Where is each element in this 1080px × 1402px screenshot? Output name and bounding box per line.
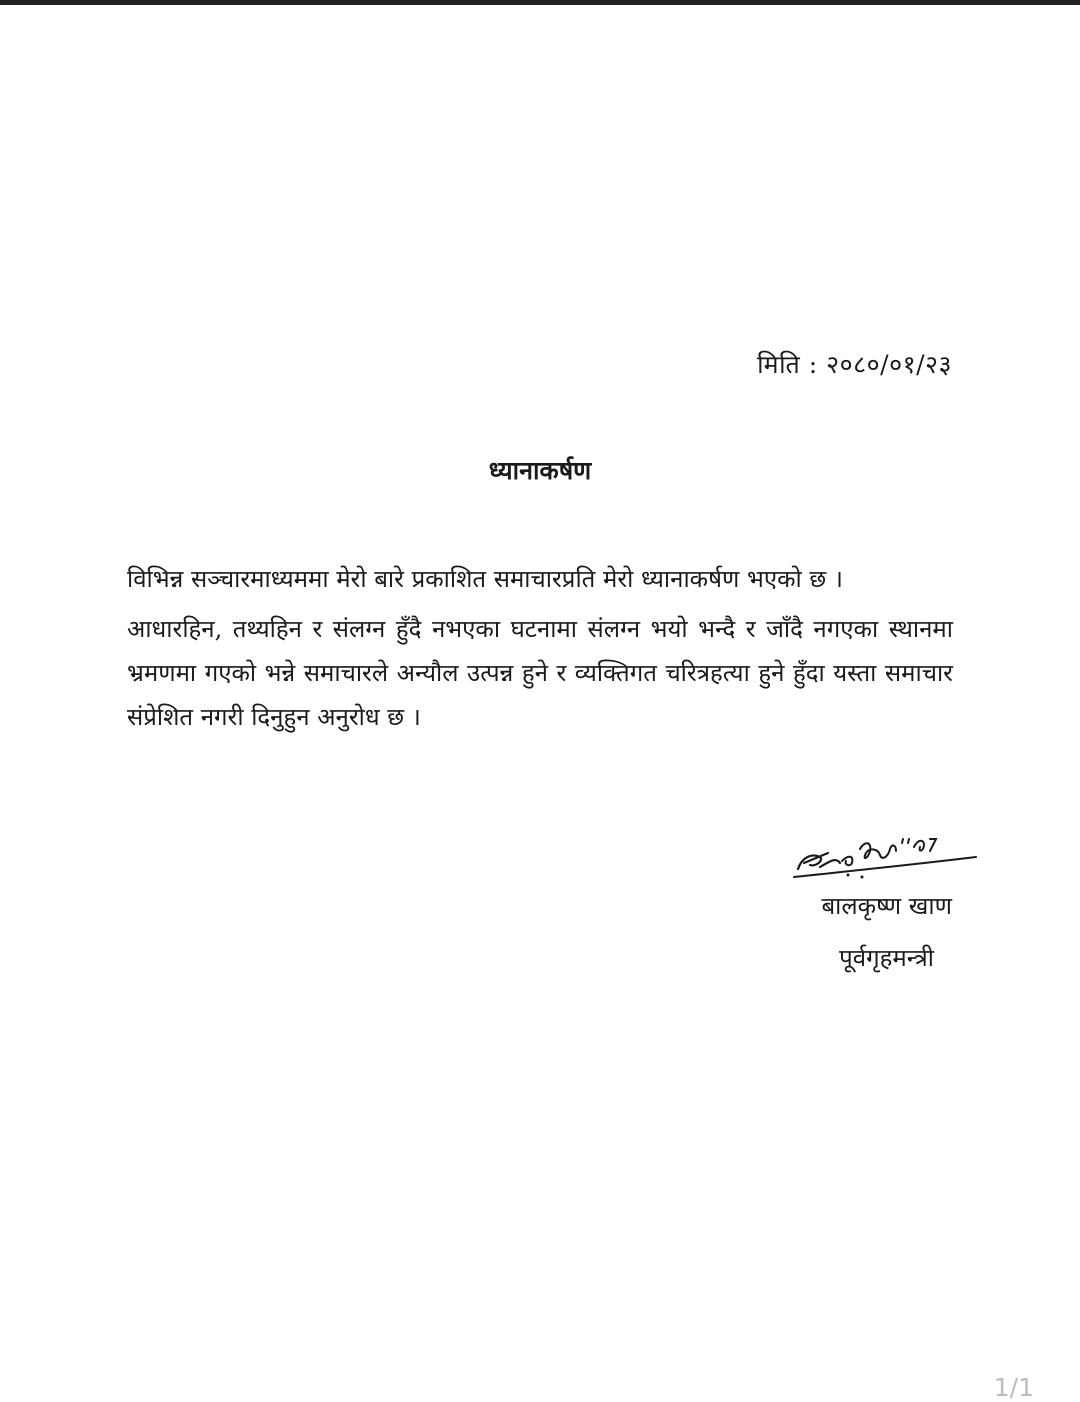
document-page	[0, 5, 1080, 1400]
page-indicator: 1/1	[993, 1373, 1034, 1402]
signer-designation: पूर्वगृहमन्त्री	[839, 944, 934, 972]
signer-name: बालकृष्ण खाण	[821, 892, 952, 920]
handwritten-signature	[790, 827, 980, 887]
date-value: २०८०/०१/२३	[826, 350, 952, 379]
paragraph-2: आधारहिन, तथ्यहिन र संलग्न हुँदै नभएका घटनामा संलग्न भयो भन्दै र जाँदै नगएका स्थानमा भ्रमणमा गएको भन्ने समाचारले अन्यौल उत्पन्न हुने र व्यक्तिगत चरित्रहत्या हुने हुँदा यस्ता समाचार संप्रेशित नगरी दिनुहुन अनुरोध छ ।	[127, 615, 953, 731]
paragraph-1: विभिन्न सञ्चारमाध्यममा मेरो बारे प्रकाशित समाचारप्रति मेरो ध्यानाकर्षण भएको छ ।	[127, 565, 843, 593]
date-label: मिति :	[757, 350, 818, 379]
document-body	[127, 557, 953, 745]
date-line	[757, 347, 952, 381]
document-title: ध्यानाकर्षण	[488, 456, 592, 485]
